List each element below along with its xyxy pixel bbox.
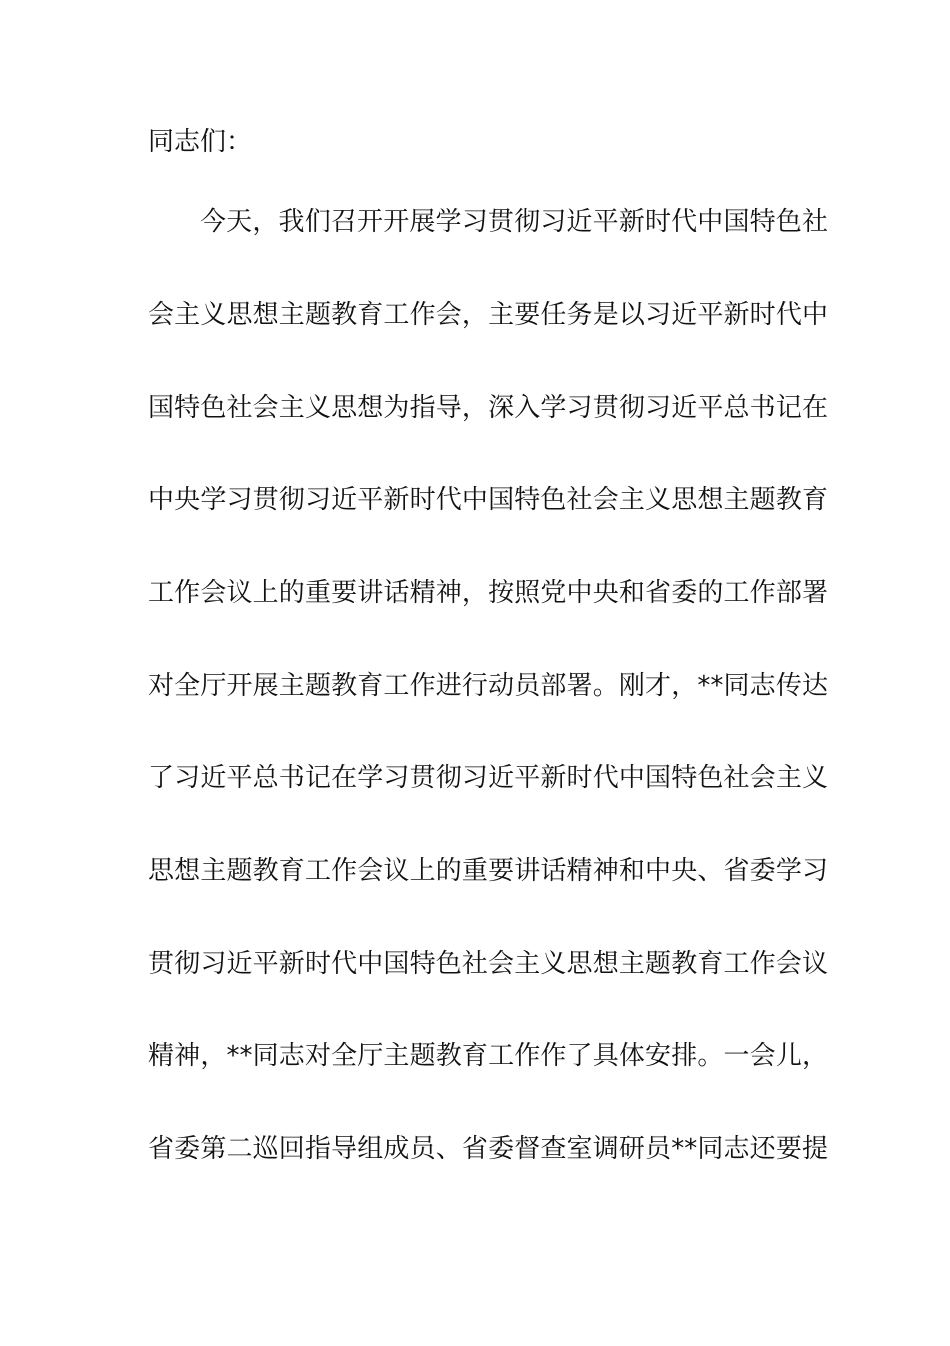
paragraph-line: 了习近平总书记在学习贯彻习近平新时代中国特色社会主义 [148, 763, 828, 793]
paragraph-line: 会主义思想主题教育工作会，主要任务是以习近平新时代中 [148, 300, 828, 330]
paragraph-line: 对全厅开展主题教育工作进行动员部署。刚才，**同志传达 [148, 671, 828, 701]
paragraph-line: 省委第二巡回指导组成员、省委督查室调研员**同志还要提 [148, 1134, 828, 1164]
paragraph-line: 精神，**同志对全厅主题教育工作作了具体安排。一会儿， [148, 1041, 828, 1071]
paragraph-line: 贯彻习近平新时代中国特色社会主义思想主题教育工作会议 [148, 949, 828, 979]
salutation: 同志们： [148, 127, 253, 157]
paragraph-line: 中央学习贯彻习近平新时代中国特色社会主义思想主题教育 [148, 485, 828, 515]
paragraph-line: 今天，我们召开开展学习贯彻习近平新时代中国特色社 [200, 207, 828, 237]
paragraph-line: 国特色社会主义思想为指导，深入学习贯彻习近平总书记在 [148, 393, 828, 423]
paragraph-line: 思想主题教育工作会议上的重要讲话精神和中央、省委学习 [148, 856, 828, 886]
paragraph-line: 工作会议上的重要讲话精神，按照党中央和省委的工作部署 [148, 578, 828, 608]
